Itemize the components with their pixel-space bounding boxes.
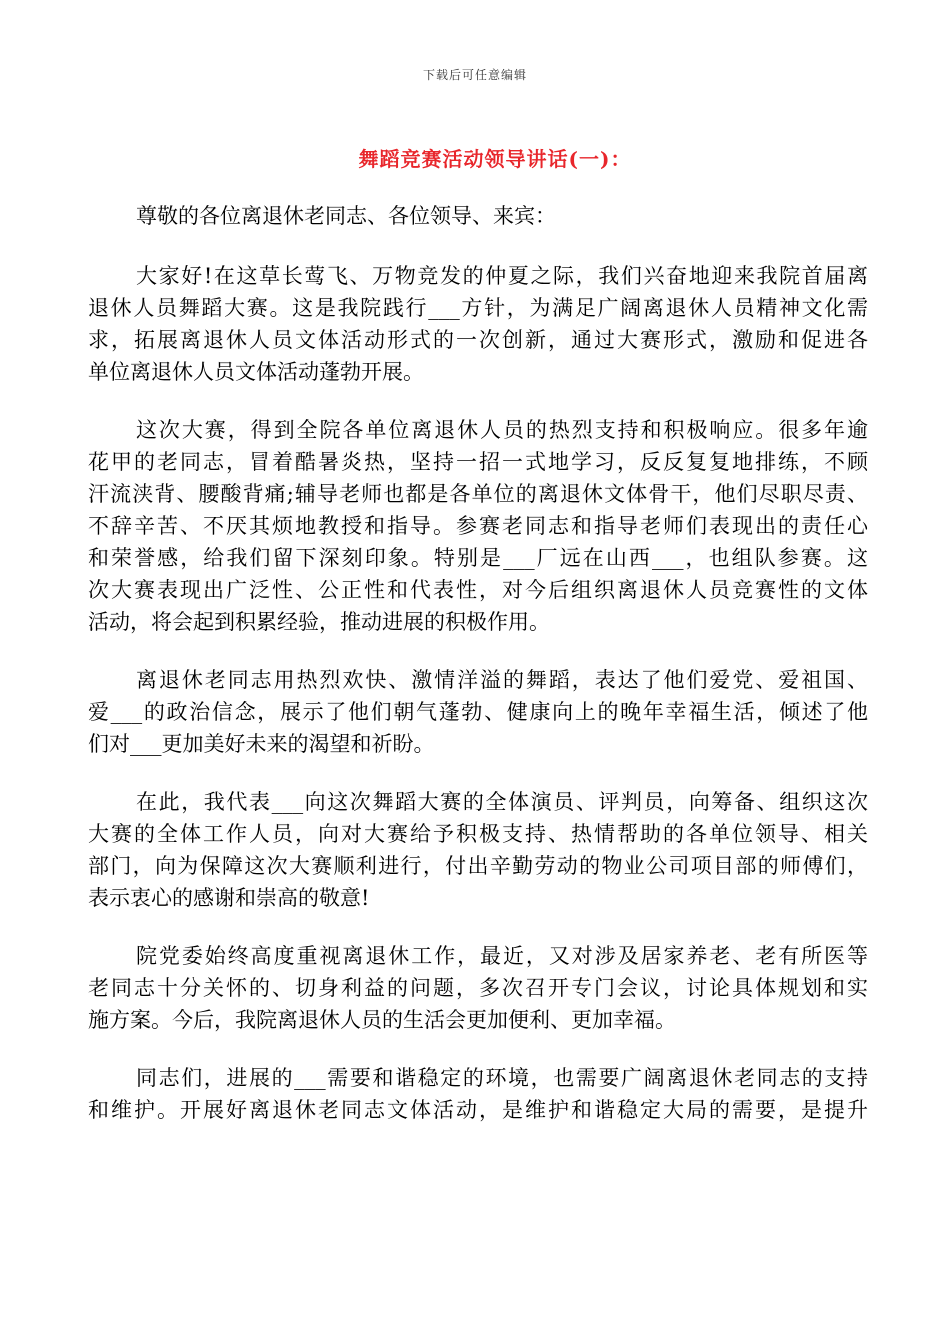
salutation-paragraph [88, 200, 868, 232]
text-line: 在此，我代表___向这次舞蹈大赛的全体演员、评判员，向筹备、组织这次 [136, 790, 868, 814]
text-line: 表示衷心的感谢和崇高的敬意! [88, 886, 370, 910]
text-line: 求，拓展离退休人员文体活动形式的一次创新，通过大赛形式，激励和促进各 [88, 328, 868, 352]
text-line: 花甲的老同志，冒着酷暑炎热，坚持一招一式地学习，反反复复地排练，不顾 [88, 450, 868, 474]
document-title: 舞蹈竞赛活动领导讲话(一)： [358, 147, 632, 171]
text-line: 这次大赛，得到全院各单位离退休人员的热烈支持和积极响应。很多年逾 [136, 418, 868, 442]
text-line: 部门，向为保障这次大赛顺利进行，付出辛勤劳动的物业公司项目部的师傅们， [88, 854, 868, 878]
salutation-line: 尊敬的各位离退休老同志、各位领导、来宾： [136, 204, 556, 228]
text-line: 不辞辛苦、不厌其烦地教授和指导。参赛老同志和指导老师们表现出的责任心 [88, 514, 868, 538]
text-line: 次大赛表现出广泛性、公正性和代表性，对今后组织离退休人员竞赛性的文体 [88, 578, 868, 602]
text-line: 大家好!在这草长莺飞、万物竞发的仲夏之际，我们兴奋地迎来我院首届离 [136, 264, 868, 288]
paragraph-dance [88, 664, 868, 760]
text-line: 老同志十分关怀的、切身利益的问题，多次召开专门会议，讨论具体规划和实 [88, 976, 868, 1000]
text-line: 爱___的政治信念，展示了他们朝气蓬勃、健康向上的晚年幸福生活，倾述了他 [88, 700, 868, 724]
text-line: 汗流浃背、腰酸背痛;辅导老师也都是各单位的离退休文体骨干，他们尽职尽责、 [88, 482, 868, 506]
paragraph-competition [88, 414, 868, 638]
paragraph-comrades [88, 1062, 868, 1126]
text-line: 和荣誉感，给我们留下深刻印象。特别是___厂远在山西___，也组队参赛。这 [88, 546, 868, 570]
text-line: 同志们，进展的___需要和谐稳定的环境，也需要广阔离退休老同志的支持 [136, 1066, 868, 1090]
text-line: 单位离退休人员文体活动蓬勃开展。 [88, 360, 424, 384]
text-line: 活动，将会起到积累经验，推动进展的积极作用。 [88, 610, 550, 634]
text-line: 们对___更加美好未来的渴望和祈盼。 [88, 732, 435, 756]
paragraph-thanks [88, 786, 868, 914]
text-line: 院党委始终高度重视离退休工作，最近，又对涉及居家养老、老有所医等 [136, 944, 868, 968]
header-note: 下载后可任意编辑 [422, 68, 527, 82]
text-line: 施方案。今后，我院离退休人员的生活会更加便利、更加幸福。 [88, 1008, 676, 1032]
text-line: 退休人员舞蹈大赛。这是我院践行___方针，为满足广阔离退休人员精神文化需 [88, 296, 868, 320]
text-line: 大赛的全体工作人员，向对大赛给予积极支持、热情帮助的各单位领导、相关 [88, 822, 868, 846]
paragraph-party-committee [88, 940, 868, 1036]
document-body [88, 200, 868, 1152]
text-line: 和维护。开展好离退休老同志文体活动，是维护和谐稳定大局的需要，是提升 [88, 1098, 868, 1122]
paragraph-opening [88, 260, 868, 388]
text-line: 离退休老同志用热烈欢快、激情洋溢的舞蹈，表达了他们爱党、爱祖国、 [136, 668, 868, 692]
